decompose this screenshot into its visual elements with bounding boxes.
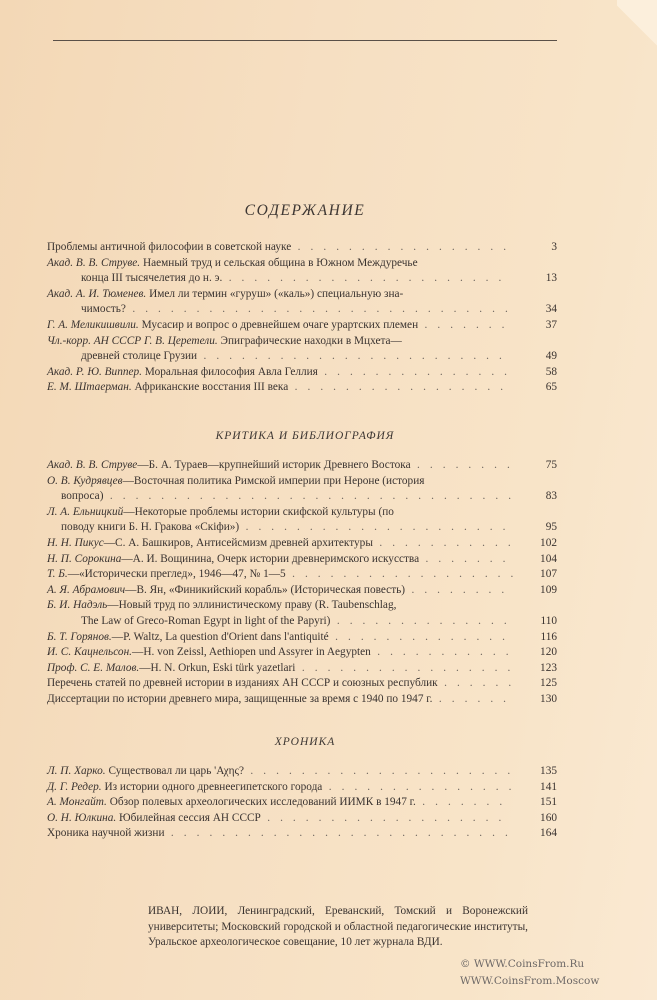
toc-entry[interactable] bbox=[47, 318, 557, 334]
toc-entry-author: Б. Т. Горянов. bbox=[47, 630, 112, 643]
dot-leader: . . . . . . bbox=[437, 677, 515, 690]
toc-entry-page-number: 83 bbox=[545, 490, 557, 503]
toc-entry[interactable] bbox=[47, 552, 557, 568]
dot-leader: . . . . . . . . . . . bbox=[370, 646, 513, 659]
toc-entry-author: Акад. В. В. Струве bbox=[47, 459, 138, 471]
dot-leader: . . . . . . . . bbox=[410, 459, 514, 471]
toc-entry-line bbox=[47, 349, 557, 365]
top-rule bbox=[53, 40, 557, 41]
toc-entry-title: —А. И. Вощинина, Очерк истории древнеримского искусства bbox=[121, 552, 420, 565]
toc-entry-line bbox=[47, 614, 557, 630]
toc-entry-title: Проблемы античной философии в советской науке bbox=[47, 241, 292, 253]
toc-entry-page-number: 75 bbox=[545, 459, 557, 471]
toc-entry-line bbox=[47, 489, 557, 505]
toc-entry[interactable] bbox=[47, 692, 557, 708]
toc-entry-title: Из истории одного древнеегипетского города bbox=[101, 780, 323, 793]
toc-entry[interactable] bbox=[47, 764, 557, 780]
toc-entry-page-number: 164 bbox=[540, 827, 557, 840]
toc-entry-author: Акад. А. И. Тюменев. bbox=[47, 287, 147, 300]
dot-leader: . . . . . . . bbox=[418, 318, 509, 331]
criticism-heading: КРИТИКА И БИБЛИОГРАФИЯ bbox=[215, 430, 395, 442]
toc-entry-page-number: 109 bbox=[540, 583, 557, 596]
toc-entry[interactable] bbox=[47, 630, 557, 646]
toc-entry-page-number: 34 bbox=[545, 303, 557, 316]
toc-entry-title: —Новый труд по эллинистическому праву (R. Taubenschlag, bbox=[107, 599, 397, 612]
toc-entry-page-number: 141 bbox=[540, 780, 557, 793]
toc-entry-title: Имел ли термин «гуруш» («каль») специальную зна- bbox=[146, 287, 404, 300]
toc-entry-line bbox=[47, 645, 557, 661]
toc-entry-title: —«Исторически преглед», 1946—47, № 1—5 bbox=[67, 568, 286, 581]
toc-entry[interactable] bbox=[47, 780, 557, 796]
toc-entry-title: Моральная философия Авла Геллия bbox=[141, 365, 318, 378]
dot-leader: . . . . . . . . . . . . . . . . . bbox=[295, 661, 514, 674]
toc-entry[interactable] bbox=[47, 256, 557, 287]
toc-entry-line bbox=[47, 318, 557, 334]
toc-entry-line bbox=[47, 567, 557, 583]
toc-entry-line bbox=[47, 583, 557, 599]
toc-entry-author: Т. Б. bbox=[47, 568, 68, 581]
toc-entry-title: Обзор полевых археологических исследований ИИМК в 1947 г. bbox=[106, 796, 416, 809]
toc-entry-page-number: 65 bbox=[545, 381, 557, 394]
toc-entry-title: —С. А. Башкиров, Антисейсмизм древней архитектуры bbox=[103, 536, 373, 549]
toc-entry-line bbox=[47, 287, 557, 303]
watermark bbox=[460, 956, 599, 990]
dot-leader: . . . . . . bbox=[432, 692, 510, 705]
dot-leader: . . . . . . . . . . . . . . . . . . . bbox=[260, 811, 505, 824]
toc-entry-title: Мусасир и вопрос о древнейшем очаге урартских племен bbox=[138, 318, 419, 331]
toc-entry-title: Хроника научной жизни bbox=[47, 827, 165, 840]
chronicle-heading: ХРОНИКА bbox=[274, 736, 336, 748]
toc-entry[interactable] bbox=[47, 645, 557, 661]
toc-entry-author: А. Я. Абрамович bbox=[47, 583, 126, 596]
toc-entry[interactable] bbox=[47, 811, 557, 827]
toc-entry-author: Л. П. Харко. bbox=[47, 765, 106, 777]
toc-entry-title: конца III тысячелетия до н. э. bbox=[81, 272, 223, 285]
page-corner-fold bbox=[617, 0, 657, 60]
toc-entry-author: Д. Г. Редер. bbox=[47, 780, 102, 793]
toc-entry-author: Г. А. Меликишвили. bbox=[47, 318, 139, 331]
toc-entry[interactable] bbox=[47, 474, 557, 505]
dot-leader: . . . . . . . . . . . . . . . bbox=[317, 365, 511, 378]
toc-entry-title: Эпиграфические находки в Мцхета— bbox=[217, 334, 402, 347]
dot-leader: . . . . . . . . . . . . . . . . . . . . . bbox=[244, 765, 514, 777]
toc-entry-line bbox=[47, 458, 557, 474]
toc-entry[interactable] bbox=[47, 458, 557, 474]
toc-entry-line bbox=[47, 271, 557, 287]
chronicle-note: ИВАН, ЛОИИ, Ленинградский, Ереванский, Томский и Воронежский университеты; Московский городской и областной педагогические институты, Уральское археологическое совещание, 10 лет журнала ВДИ. bbox=[148, 905, 528, 949]
toc-entry-page-number: 13 bbox=[545, 272, 557, 285]
dot-leader: . . . . . . . . . . . . . . . . . bbox=[291, 241, 510, 253]
toc-entry-author: Л. А. Ельницкий bbox=[47, 505, 124, 518]
toc-entry-author: Н. Н. Пикус bbox=[47, 536, 104, 549]
toc-entry-line bbox=[47, 520, 557, 536]
toc-entry-line bbox=[47, 826, 557, 842]
toc-entry-line bbox=[47, 474, 557, 490]
toc-entry[interactable] bbox=[47, 795, 557, 811]
toc-entry-page-number: 104 bbox=[540, 552, 557, 565]
watermark-line-1: © WWW.CoinsFrom.Ru bbox=[460, 958, 585, 970]
toc-entry-line bbox=[47, 256, 557, 272]
toc-entry-page-number: 160 bbox=[540, 811, 557, 824]
watermark-line-2: WWW.CoinsFrom.Moscow bbox=[460, 975, 600, 987]
toc-entry[interactable] bbox=[47, 287, 557, 318]
dot-leader: . . . . . . . . . . . . . . . . . . . . . . bbox=[222, 272, 505, 285]
toc-entry-line bbox=[47, 365, 557, 381]
toc-entry-line bbox=[47, 552, 557, 568]
toc-entry-line bbox=[47, 764, 557, 780]
toc-entry-line bbox=[47, 630, 557, 646]
toc-entry-title: —В. Ян, «Финикийский корабль» (Историческая повесть) bbox=[125, 583, 406, 596]
dot-leader: . . . . . . . bbox=[415, 796, 506, 809]
dot-leader: . . . . . . . . . . . . . . bbox=[330, 614, 511, 627]
toc-main-list bbox=[47, 240, 557, 396]
toc-entry[interactable] bbox=[47, 583, 557, 599]
dot-leader: . . . . . . . . bbox=[405, 583, 508, 596]
toc-entry-line bbox=[47, 795, 557, 811]
toc-entry-title: Диссертации по истории древнего мира, защищенные за время с 1940 по 1947 г. bbox=[47, 692, 433, 705]
toc-entry-line bbox=[47, 380, 557, 396]
toc-criticism-list bbox=[47, 458, 557, 708]
toc-entry-line bbox=[47, 536, 557, 552]
toc-entry[interactable] bbox=[47, 536, 557, 552]
toc-entry[interactable] bbox=[47, 567, 557, 583]
toc-entry-title: вопроса) bbox=[61, 490, 104, 503]
toc-entry-author: Чл.-корр. АН СССР Г. В. Церетели. bbox=[47, 334, 218, 347]
toc-entry-line bbox=[47, 302, 557, 318]
toc-entry-line bbox=[47, 505, 557, 521]
toc-entry[interactable] bbox=[47, 380, 557, 396]
toc-entry-title: Существовал ли царь 'Αχης? bbox=[105, 765, 244, 777]
toc-entry-author: Проф. С. Е. Малов. bbox=[47, 661, 140, 674]
dot-leader: . . . . . . . . . . . . . . bbox=[328, 630, 509, 643]
toc-entry-author: И. С. Кацнельсон. bbox=[47, 646, 133, 659]
contents-heading: СОДЕРЖАНИЕ bbox=[244, 202, 366, 219]
toc-entry-title: поводу книги Б. Н. Гракова «Скіфи») bbox=[61, 521, 240, 534]
dot-leader: . . . . . . . . . . . . . . . . . . . . . . . . . . . . . . . . bbox=[103, 490, 515, 503]
toc-entry-line bbox=[47, 780, 557, 796]
toc-entry-page-number: 130 bbox=[540, 692, 557, 705]
toc-entry-title: чимость? bbox=[81, 303, 126, 316]
toc-entry-title: Африканские восстания III века bbox=[131, 381, 289, 394]
dot-leader: . . . . . . . . . . . . . . . . . . . . . . . . . . . . . . bbox=[125, 303, 512, 316]
toc-entry-title: древней столице Грузии bbox=[81, 350, 198, 363]
toc-entry-page-number: 49 bbox=[545, 350, 557, 363]
toc-entry-line bbox=[47, 661, 557, 677]
toc-entry-line bbox=[47, 334, 557, 350]
toc-entry-page-number: 3 bbox=[551, 241, 557, 253]
toc-entry-page-number: 125 bbox=[540, 677, 557, 690]
toc-entry-page-number: 135 bbox=[540, 765, 557, 777]
dot-leader: . . . . . . . . . . . . . . . bbox=[322, 780, 516, 793]
toc-entry[interactable] bbox=[47, 661, 557, 677]
toc-entry-page-number: 151 bbox=[540, 796, 557, 809]
toc-entry-title: —P. Waltz, La question d'Orient dans l'antiquité bbox=[111, 630, 329, 643]
toc-entry-page-number: 58 bbox=[545, 365, 557, 378]
toc-entry-title: —Б. А. Тураев—крупнейший историк Древнего Востока bbox=[137, 459, 411, 471]
toc-entry-author: Акад. Р. Ю. Виппер. bbox=[47, 365, 142, 378]
toc-entry-title: Юбилейная сессия АН СССР bbox=[116, 811, 261, 824]
toc-entry[interactable] bbox=[47, 365, 557, 381]
dot-leader: . . . . . . . . . . . bbox=[372, 536, 515, 549]
dot-leader: . . . . . . . . . . . . . . . . . . . . . bbox=[239, 521, 510, 534]
toc-entry-page-number: 102 bbox=[540, 536, 557, 549]
toc-entry-title: —Восточная политика Римской империи при Нероне (история bbox=[122, 474, 425, 487]
toc-entry[interactable] bbox=[47, 826, 557, 842]
toc-entry-page-number: 110 bbox=[540, 614, 557, 627]
dot-leader: . . . . . . . . . . . . . . . . . . . . . . . . bbox=[197, 350, 506, 363]
toc-entry-author: Е. М. Штаерман. bbox=[47, 381, 132, 394]
toc-chronicle-list bbox=[47, 764, 557, 842]
toc-entry[interactable] bbox=[47, 240, 557, 256]
toc-entry-title: Наемный труд и сельская община в Южном Междуречье bbox=[140, 256, 418, 269]
toc-entry[interactable] bbox=[47, 334, 557, 365]
toc-entry[interactable] bbox=[47, 676, 557, 692]
dot-leader: . . . . . . . . . . . . . . . . . . . . . . . . . . . bbox=[164, 827, 512, 840]
toc-entry-page-number: 120 bbox=[540, 646, 557, 659]
toc-entry-title: —Некоторые проблемы истории скифской культуры (по bbox=[123, 505, 394, 518]
toc-entry[interactable] bbox=[47, 598, 557, 629]
toc-entry-title: Перечень статей по древней истории в изданиях АН СССР и союзных республик bbox=[47, 677, 438, 690]
toc-entry-page-number: 95 bbox=[545, 521, 557, 534]
toc-entry-line bbox=[47, 811, 557, 827]
toc-entry-line bbox=[47, 598, 557, 614]
toc-entry-author: Акад. В. В. Струве. bbox=[47, 256, 141, 269]
toc-entry-page-number: 123 bbox=[540, 661, 557, 674]
toc-entry-author: А. Монгайт. bbox=[47, 796, 107, 809]
toc-entry[interactable] bbox=[47, 505, 557, 536]
toc-entry-title: The Law of Greco-Roman Egypt in light of the Papyri) bbox=[81, 614, 331, 627]
toc-entry-page-number: 116 bbox=[540, 630, 557, 643]
toc-entry-title: —H. von Zeissl, Aethiopen und Assyrer in Aegypten bbox=[132, 646, 371, 659]
dot-leader: . . . . . . . . . . . . . . . . . . bbox=[285, 568, 517, 581]
dot-leader: . . . . . . . bbox=[419, 552, 510, 565]
toc-entry-page-number: 107 bbox=[540, 568, 557, 581]
toc-entry-author: Б. И. Надэль bbox=[47, 599, 108, 612]
toc-entry-line bbox=[47, 676, 557, 692]
toc-entry-line bbox=[47, 692, 557, 708]
toc-entry-title: —H. N. Orkun, Eski türk yazetlari bbox=[139, 661, 296, 674]
toc-entry-line bbox=[47, 240, 557, 256]
toc-entry-author: О. Н. Юлкина. bbox=[47, 811, 117, 824]
dot-leader: . . . . . . . . . . . . . . . . . bbox=[288, 381, 507, 394]
toc-entry-author: О. В. Кудрявцев bbox=[47, 474, 123, 487]
toc-entry-page-number: 37 bbox=[545, 318, 557, 331]
toc-entry-author: Н. П. Сорокина bbox=[47, 552, 122, 565]
